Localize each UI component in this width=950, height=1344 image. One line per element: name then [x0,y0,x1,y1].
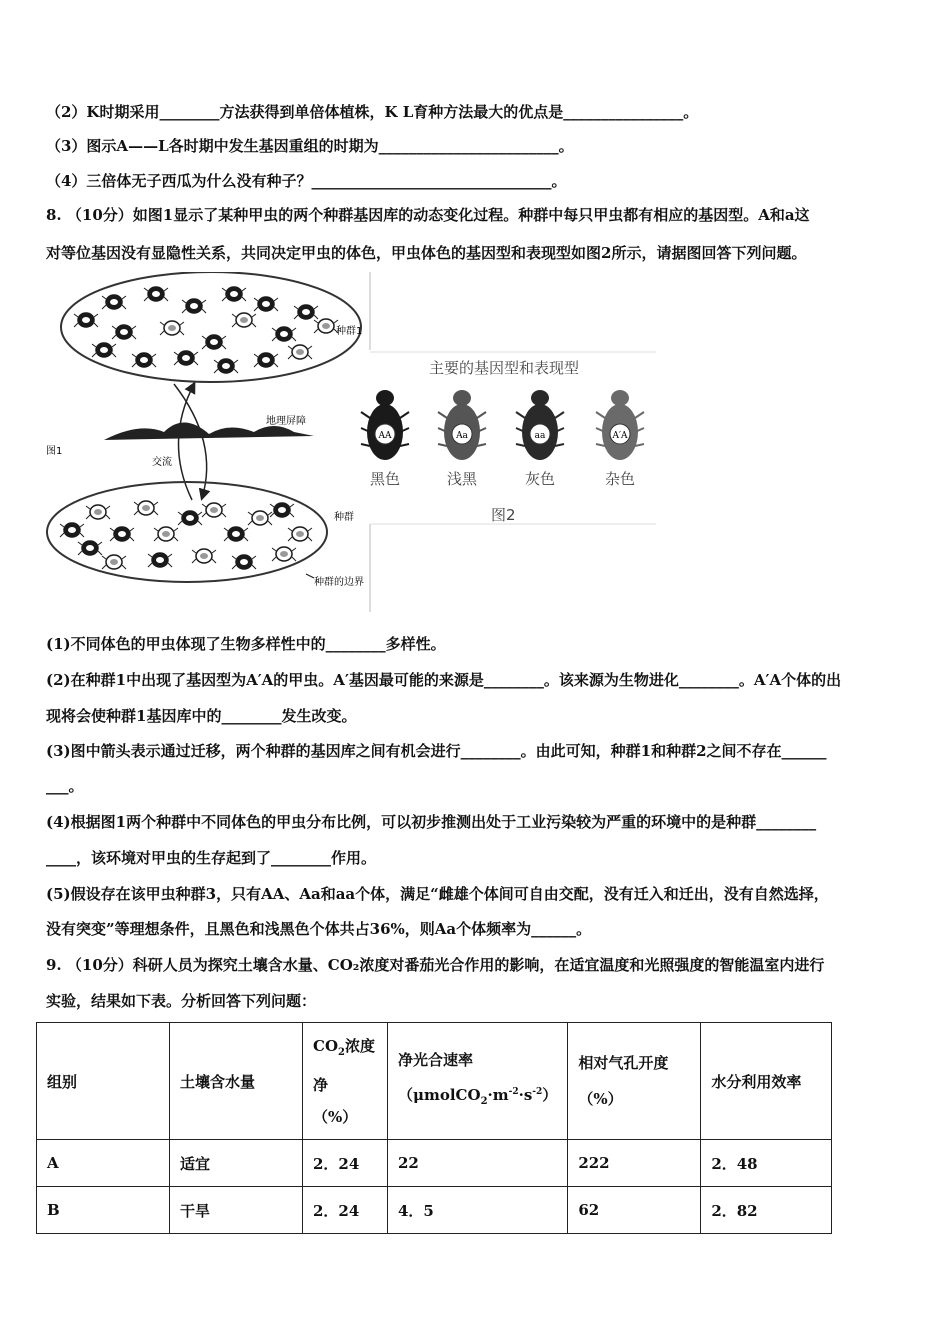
beetle-icon [112,325,136,339]
beetle-icon [86,505,110,519]
beetle-1-genotype: AA [378,431,392,441]
beetle-icon [154,527,178,541]
cell-wue: 2．82 [701,1187,832,1234]
cell-co2: 2．24 [303,1140,388,1187]
barrier-label: 地理屏障 [266,416,306,427]
beetle-1-phenotype: 黑色 [369,470,401,488]
header-net-rate: 净光合速率 $(\mu molCO_2\cdot m^{-2}\cdot s^{-2})$ [388,1023,568,1140]
results-table [36,1022,832,1234]
beetle-icon [132,353,156,367]
beetle-2-icon [438,390,486,460]
header-stomatal: 相对气孔开度 （%） [568,1023,701,1140]
q8-stem-line2: 对等位基因没有显隐性关系，共同决定甲虫的体色，甲虫体色的基因型和表现型如图2所示，请据图回答下列问题。 [46,244,807,262]
table-row [37,1140,832,1187]
beetle-icon [224,527,248,541]
beetle-icon [92,343,116,357]
beetle-icon [314,319,338,333]
boundary-pointer [306,574,314,578]
beetle-icon [232,313,256,327]
q7-part3: （3）图示A——L各时期中发生基因重组的时期为________________________。 [46,137,574,155]
q8-sub3-line1: (3)图中箭头表示通过迁移，两个种群的基因库之间有机会进行________。由此可知，种群1和种群2之间不存在______ [46,742,827,760]
population-1-label: 种群1 [336,326,363,337]
beetle-icon [254,297,278,311]
header-group: 组别 [37,1023,170,1140]
beetle-icon [160,321,184,335]
cell-wue: 2．48 [701,1140,832,1187]
beetle-icon [202,335,226,349]
q9-stem-line1: 9. （10分）科研人员为探究土壤含水量、CO₂浓度对番茄光合作用的影响，在适宜温度和光照强度的智能温室内进行 [46,956,825,974]
cell-water: 干旱 [170,1187,303,1234]
q8-sub4-line2: ____，该环境对甲虫的生存起到了________作用。 [46,849,377,867]
population-2-ellipse [47,482,327,582]
beetle-icon [288,527,312,541]
population-1-beetles [74,287,338,373]
beetle-icon [102,295,126,309]
header-co2: $CO_2$浓度 净 （%） [303,1023,388,1140]
beetle-icon [134,501,158,515]
beetle-icon [182,299,206,313]
beetle-icon [148,553,172,567]
q8-sub3-line2: ___。 [46,777,84,795]
beetle-icon [78,541,102,555]
beetle-2-phenotype: 浅黑 [446,470,478,488]
q8-sub2-line1: (2)在种群1中出现了基因型为A′A的甲虫。A′基因最可能的来源是________。该来源为生物进化________。A′A个体的出 [46,671,842,689]
cell-co2: 2．24 [303,1187,388,1234]
beetle-icon [254,353,278,367]
cell-stoma: 62 [568,1187,701,1234]
beetle-figure [44,272,656,612]
beetle-icon [174,351,198,365]
cell-water: 适宜 [170,1140,303,1187]
beetle-icon [192,549,216,563]
cell-rate: 22 [388,1140,568,1187]
beetle-icon [74,313,98,327]
beetle-icon [102,555,126,569]
beetle-4-genotype: A′A [612,431,628,441]
boundary-label: 种群的边界 [314,577,364,588]
q8-stem-line1: 8. （10分）如图1显示了某种甲虫的两个种群基因库的动态变化过程。种群中每只甲虫都有相应的基因型。A和a这 [46,206,810,224]
beetle-icon [222,287,246,301]
figure-2-title: 主要的基因型和表现型 [429,359,580,377]
exchange-label: 交流 [152,457,172,468]
beetle-4-phenotype: 杂色 [604,470,636,488]
beetle-icon [272,327,296,341]
beetle-icon [232,555,256,569]
cell-rate: 4．5 [388,1187,568,1234]
figure-1-label: 图1 [46,446,63,457]
table-row [37,1187,832,1234]
q8-sub4-line1: (4)根据图1两个种群中不同体色的甲虫分布比例，可以初步推测出处于工业污染较为严重的环境中的是种群________ [46,813,817,831]
q8-sub1: (1)不同体色的甲虫体现了生物多样性中的________多样性。 [46,635,446,653]
beetle-1-icon [361,390,409,460]
cell-stoma: 222 [568,1140,701,1187]
header-water: 土壤含水量 [170,1023,303,1140]
figure-2-beetles [361,390,644,488]
figure-2-label: 图2 [491,506,516,524]
beetle-icon [178,511,202,525]
population-1-ellipse [61,272,361,382]
beetle-2-genotype: Aa [456,431,468,441]
beetle-3-genotype: aa [534,431,546,441]
q7-part2: （2）K时期采用________方法获得到单倍体植株，K L育种方法最大的优点是________________。 [46,103,699,121]
beetle-icon [110,527,134,541]
population-2-label: 种群 [334,512,354,523]
q8-sub5-line1: (5)假设存在该甲虫种群3，只有AA、Aa和aa个体，满足“雌雄个体间可自由交配，没有迁入和迁出，没有自然选择， [46,885,829,903]
q8-sub5-line2: 没有突变”等理想条件，且黑色和浅黑色个体共占36%，则Aa个体频率为______。 [46,920,592,938]
q7-part4: （4）三倍体无子西瓜为什么没有种子？________________________________。 [46,172,567,190]
beetle-icon [294,305,318,319]
beetle-3-icon [516,390,564,460]
beetle-icon [144,287,168,301]
beetle-icon [272,547,296,561]
beetle-icon [270,503,294,517]
header-wue: 水分利用效率 [701,1023,832,1140]
beetle-4-icon [596,390,644,460]
table-header-row [37,1023,832,1140]
beetle-icon [248,511,272,525]
cell-group: B [37,1187,170,1234]
beetle-icon [60,523,84,537]
q8-sub2-line2: 现将会使种群1基因库中的________发生改变。 [46,707,357,725]
beetle-icon [214,359,238,373]
beetle-3-phenotype: 灰色 [524,470,556,488]
beetle-icon [202,503,226,517]
population-2-beetles [60,501,312,569]
q9-stem-line2: 实验，结果如下表。分析回答下列问题： [46,992,317,1010]
beetle-icon [288,345,312,359]
cell-group: A [37,1140,170,1187]
